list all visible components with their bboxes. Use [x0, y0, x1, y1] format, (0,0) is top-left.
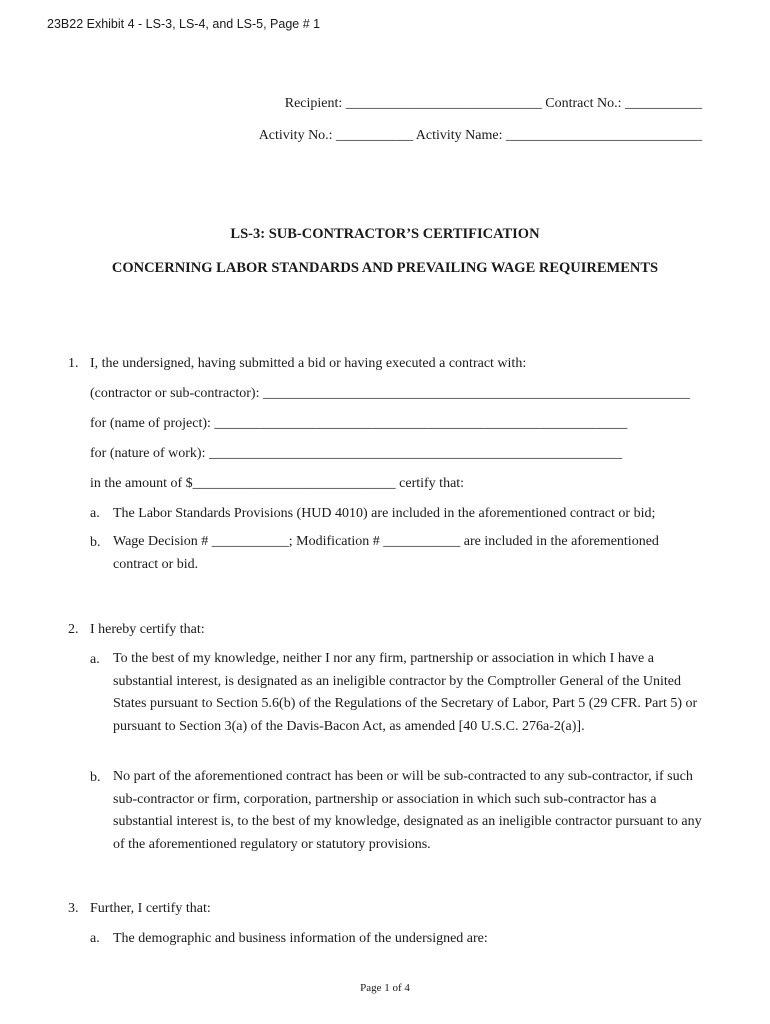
nature-of-work-field-line: for (nature of work): ___________________________________________________________ [90, 446, 622, 461]
section-1b-text: Wage Decision # ___________; Modification # ___________ are included in the aforementioned contract or bid. [113, 534, 659, 572]
contractor-field-line: (contractor or sub-contractor): _____________________________________________________________ [90, 386, 690, 401]
section-1-number: 1. [68, 356, 79, 371]
section-1a-text: The Labor Standards Provisions (HUD 4010) are included in the aforementioned contract or bid; [113, 506, 656, 521]
page-number: Page 1 of 4 [360, 982, 410, 994]
section-3a-label: a. [90, 931, 100, 946]
section-2-intro: I hereby certify that: [90, 622, 205, 637]
section-3a-text: The demographic and business information of the undersigned are: [113, 931, 488, 946]
section-2-number: 2. [68, 622, 79, 637]
section-1-intro: I, the undersigned, having submitted a bid or having executed a contract with: [90, 356, 527, 371]
section-2a-text: To the best of my knowledge, neither I nor any firm, partnership or association in which I have a substantial interest, is designated as an ineligible contractor by the Comptroller General of the United States pursuant to Section 5.6(b) of the Regulations of the Secretary of Labor, Part 5 (29 CFR. Part 5) or pursuant to Section 3(a) of the Davis-Bacon Act, as amended [40 U.S.C. 276a-2(a)]. [113, 651, 698, 734]
activity-line: Activity No.: ___________ Activity Name: ____________________________ [258, 128, 702, 143]
section-2b-text: No part of the aforementioned contract has been or will be sub-contracted to any sub-contractor, if such sub-contractor or firm, corporation, partnership or association in which such sub-contractor has a substantial interest is, to the best of my knowledge, designated as an ineligible contractor pursuant to any of the aforementioned regulatory or statutory provisions. [113, 769, 702, 852]
section-3-intro: Further, I certify that: [90, 901, 211, 916]
amount-field-line: in the amount of $_____________________________ certify that: [90, 476, 465, 491]
certification-title: LS-3: SUB-CONTRACTOR’S CERTIFICATION [230, 226, 540, 242]
certification-subtitle: CONCERNING LABOR STANDARDS AND PREVAILING WAGE REQUIREMENTS [111, 260, 659, 276]
section-1a-label: a. [90, 506, 100, 521]
section-1b-label: b. [90, 535, 101, 550]
section-2a-label: a. [90, 652, 100, 667]
recipient-contract-line: Recipient: ____________________________ Contract No.: ___________ [284, 96, 702, 111]
exhibit-header: 23B22 Exhibit 4 - LS-3, LS-4, and LS-5, Page # 1 [47, 17, 321, 31]
project-name-field-line: for (name of project): ___________________________________________________________ [90, 416, 628, 431]
section-2b-label: b. [90, 770, 101, 785]
section-3-number: 3. [68, 901, 79, 916]
